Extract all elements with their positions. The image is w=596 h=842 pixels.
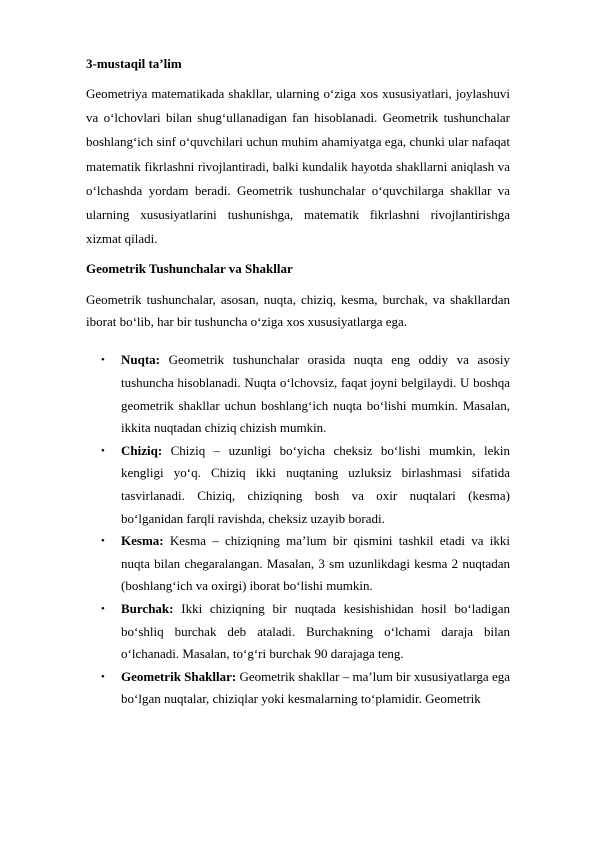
list-item-text: Chiziq – uzunligi bo‘yicha cheksiz bo‘lishi mumkin, lekin kengligi yo‘q. Chiziq ikki nuqtaning uzluksiz birlashmasi sifatida tasvirlanadi. Chiziq, chiziqning bosh va oxir nuqtalari (kesma) bo‘lganidan farqli ravishda, cheksiz uzayib boradi. [121,442,510,526]
bullet-icon: • [101,535,105,548]
list-item-chiziq [86,440,510,530]
page-heading: 3-mustaqil ta’lim [86,56,182,71]
bullet-icon: • [101,670,105,683]
list-item-term: Kesma: [121,533,164,549]
list-item-nuqta [86,349,510,439]
list-item-text: Geometrik shakllar – ma’lum bir xususiyatlarga ega bo‘lgan nuqtalar, chiziqlar yoki kesmalarning to‘plamidir. Geometrik [121,668,510,707]
list-item-term: Burchak: [121,600,174,616]
list-item-term: Nuqta: [121,352,161,368]
bullet-icon: • [101,602,105,615]
list-item-text: Ikki chiziqning bir nuqtada kesishishidan hosil bo‘ladigan bo‘shliq burchak deb ataladi. Burchakning o‘lchami daraja bilan o‘lchanadi. Masalan, to‘g‘ri burchak 90 darajaga teng. [121,600,510,662]
intro-paragraph: Geometriya matematikada shakllar, ularning o‘ziga xos xususiyatlari, joylashuvi va o‘lchovlari bilan shug‘ullanadigan fan hisoblanadi. Geometrik tushunchalar boshlang‘ich sinf o‘quvchilari uchun muhim ahamiyatga ega, chunki ular nafaqat matematik fikrlashni rivojlantiradi, balki kundalik hayotda shakllarni aniqlash va o‘lchashda yordam beradi. Geometrik tushunchalar o‘quvchilarga shakllar va ularning xususiyatlarini tushunishga, matematik fikrlashni rivojlantirishga xizmat qiladi. [86,86,510,247]
concept-list [86,349,510,711]
list-item-burchak [86,598,510,666]
bullet-icon: • [101,354,105,367]
list-item-kesma [86,530,510,598]
list-item-term: Chiziq: [121,442,163,458]
list-item-term: Geometrik Shakllar: [121,668,237,684]
section-title: Geometrik Tushunchalar va Shakllar [86,261,293,277]
section-intro-paragraph: Geometrik tushunchalar, asosan, nuqta, chiziq, kesma, burchak, va shakllardan iborat bo‘lib, har bir tushuncha o‘ziga xos xususiyatlarga ega. [86,292,510,330]
bullet-icon: • [101,444,105,457]
list-item-geometrik-shakllar [86,666,510,711]
list-item-text: Kesma – chiziqning ma’lum bir qismini tashkil etadi va ikki nuqta bilan chegaralangan. Masalan, 3 sm uzunlikdagi kesma 2 nuqtadan (boshlang‘ich va oxirgi) iborat bo‘lishi mumkin. [121,533,510,594]
list-item-text: Geometrik tushunchalar orasida nuqta eng oddiy va asosiy tushuncha hisoblanadi. Nuqta o‘lchovsiz, faqat joyni belgilaydi. U boshqa geometrik shakllar uchun boshlang‘ich nuqta bo‘lishi mumkin. Masalan, ikkita nuqtadan chiziq chizish mumkin. [121,352,510,436]
document-page [86,56,510,711]
